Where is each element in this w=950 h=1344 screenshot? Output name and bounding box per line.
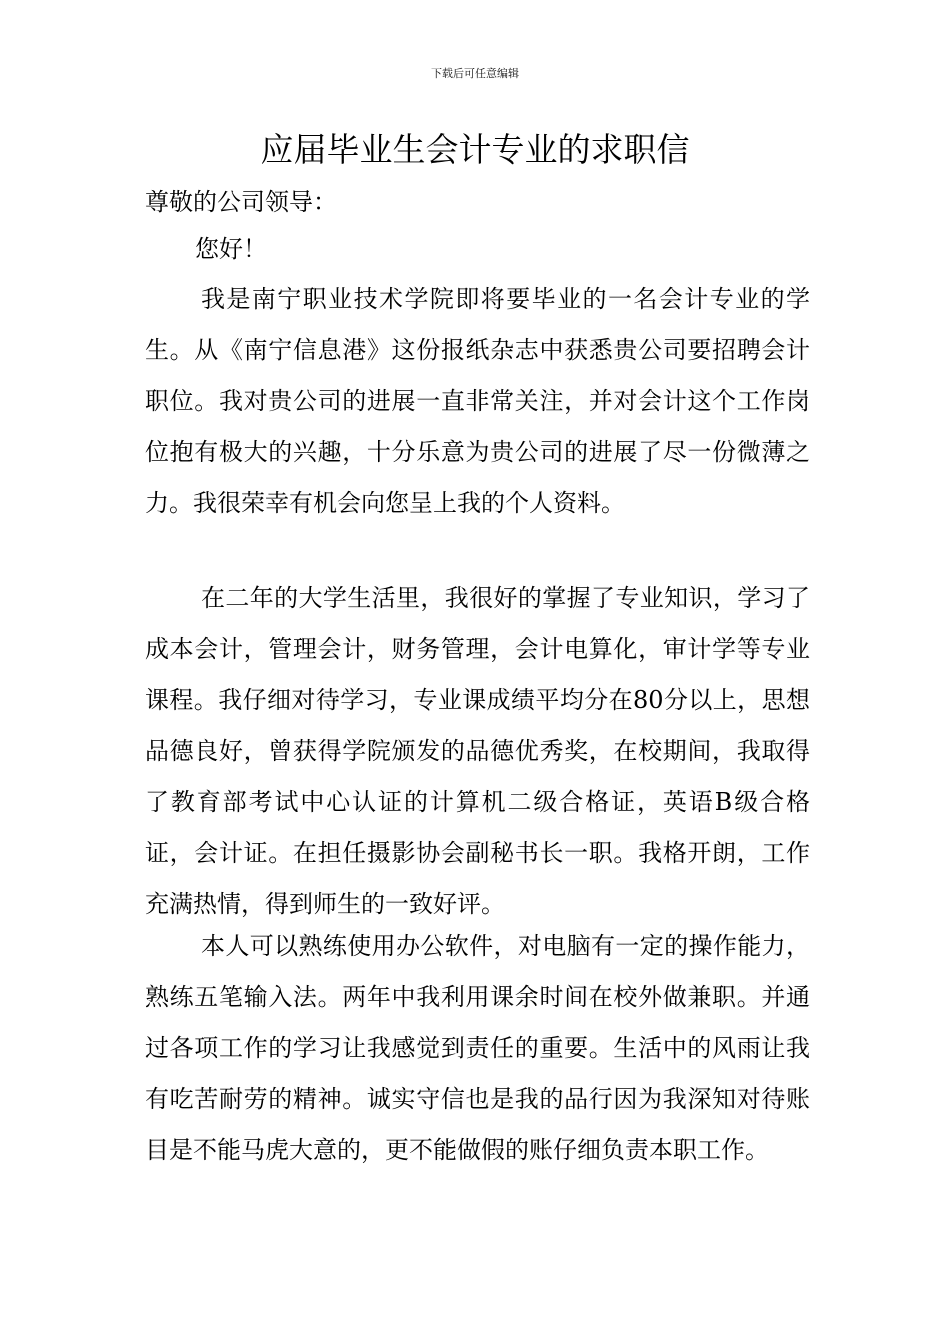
salutation: 尊敬的公司领导： xyxy=(145,188,337,216)
page-title: 应届毕业生会计专业的求职信 xyxy=(260,130,690,169)
paragraph-introduction: 我是南宁职业技术学院即将要毕业的一名会计专业的学生。从《南宁信息港》这份报纸杂志中获悉贵公司要招聘会计职位。我对贵公司的进展一直非常关注，并对会计这个工作岗位抱有极大的兴趣，十分乐意为贵公司的进展了尽一份微薄之力。我很荣幸有机会向您呈上我的个人资料。 xyxy=(145,285,810,517)
header-note: 下载后可任意编辑 xyxy=(431,67,519,80)
paragraph-education: 在二年的大学生活里，我很好的掌握了专业知识，学习了成本会计，管理会计，财务管理，会计电算化，审计学等专业课程。我仔细对待学习，专业课成绩平均分在80分以上，思想品德良好，曾获得学院颁发的品德优秀奖，在校期间，我取得了教育部考试中心认证的计算机二级合格证，英语B级合格证，会计证。在担任摄影协会副秘书长一职。我格开朗，工作充满热情，得到师生的一致好评。 xyxy=(145,584,810,918)
greeting: 您好！ xyxy=(195,235,267,263)
paragraph-skills: 本人可以熟练使用办公软件，对电脑有一定的操作能力，熟练五笔输入法。两年中我利用课余时间在校外做兼职。并通过各项工作的学习让我感觉到责任的重要。生活中的风雨让我有吃苦耐劳的精神。诚实守信也是我的品行因为我深知对待账目是不能马虎大意的，更不能做假的账仔细负责本职工作。 xyxy=(145,932,810,1164)
